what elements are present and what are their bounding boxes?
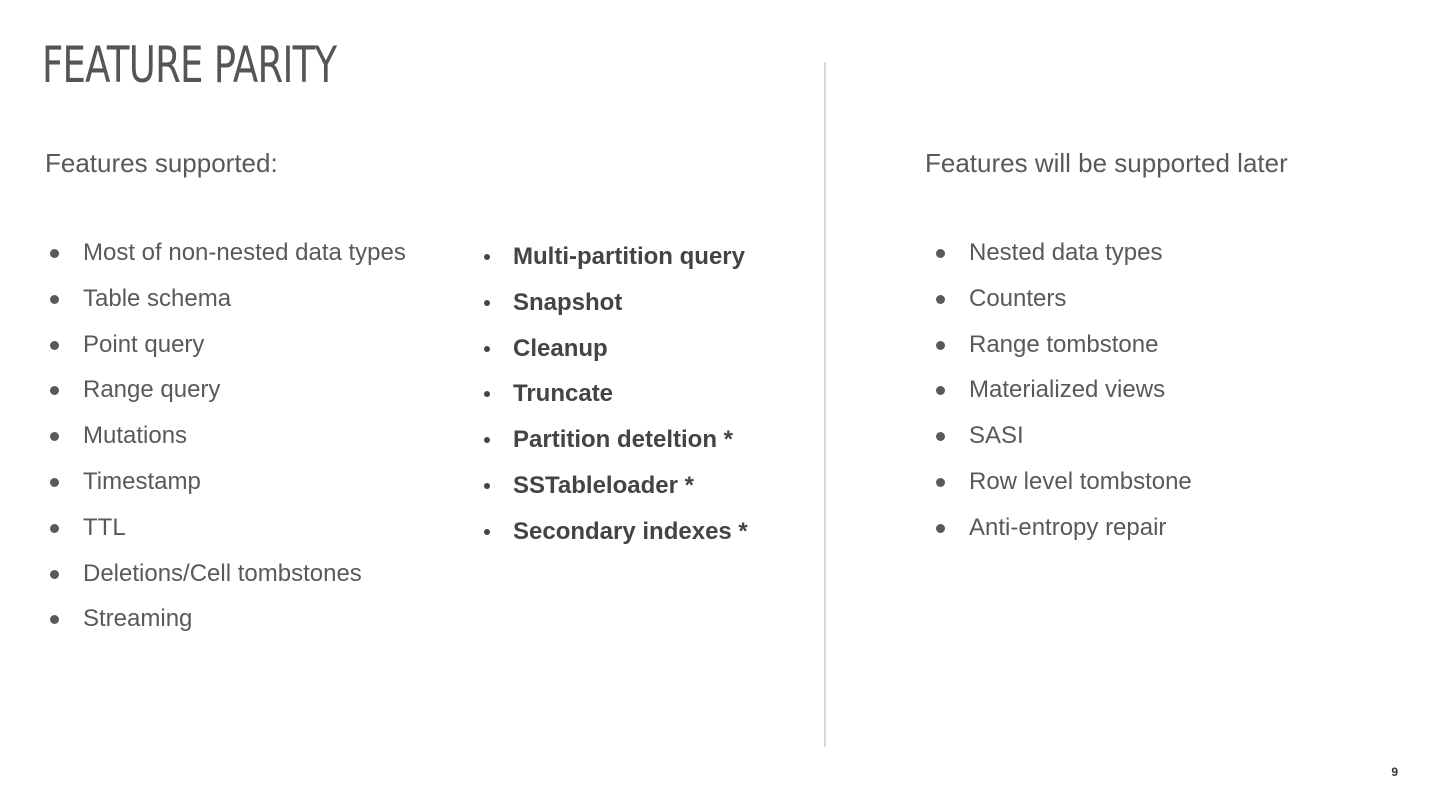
- list-item: [40, 284, 460, 330]
- bullet-icon: [484, 254, 490, 260]
- supported-bold-features-list: [480, 242, 810, 563]
- list-item-label: Counters: [969, 284, 1067, 312]
- list-item-label: Range tombstone: [969, 330, 1159, 358]
- list-item-label: Anti-entropy repair: [969, 513, 1167, 541]
- bullet-icon: [50, 478, 59, 487]
- list-item-label: Table schema: [83, 284, 232, 312]
- list-item-label: Secondary indexes *: [513, 517, 748, 545]
- bullet-icon: [936, 478, 945, 487]
- bullet-icon: [936, 386, 945, 395]
- bullet-icon: [936, 432, 945, 441]
- list-item: [930, 421, 1350, 467]
- list-item-label: TTL: [83, 513, 126, 541]
- bullet-icon: [936, 295, 945, 304]
- list-item-label: Materialized views: [969, 376, 1166, 404]
- slide-title: FEATURE PARITY: [42, 36, 337, 94]
- list-item-label: Point query: [83, 330, 205, 358]
- page-number: 9: [1391, 765, 1398, 779]
- list-item-label: Partition deteltion *: [513, 426, 734, 454]
- list-item-label: SSTableloader *: [513, 471, 694, 499]
- list-item-label: SASI: [969, 422, 1024, 450]
- list-item-label: Deletions/Cell tombstones: [83, 559, 362, 587]
- bullet-icon: [50, 386, 59, 395]
- bullet-icon: [936, 341, 945, 350]
- list-item: [930, 284, 1350, 330]
- list-item: [930, 467, 1350, 513]
- bullet-icon: [50, 295, 59, 304]
- list-item-label: Mutations: [83, 422, 188, 450]
- bullet-icon: [50, 524, 59, 533]
- list-item: [930, 375, 1350, 421]
- bullet-icon: [484, 437, 490, 443]
- list-item: [480, 288, 810, 334]
- list-item: [40, 604, 460, 650]
- list-item: [40, 238, 460, 284]
- list-item-label: Cleanup: [513, 334, 608, 362]
- list-item: [480, 334, 810, 380]
- list-item-label: Most of non-nested data types: [83, 239, 406, 266]
- bullet-icon: [484, 483, 490, 489]
- later-heading: Features will be supported later: [925, 148, 1288, 178]
- list-item: [40, 421, 460, 467]
- bullet-icon: [50, 432, 59, 441]
- list-item: [40, 559, 460, 605]
- list-item: [40, 330, 460, 376]
- bullet-icon: [484, 391, 490, 397]
- list-item: [40, 375, 460, 421]
- list-item: [930, 330, 1350, 376]
- bullet-icon: [484, 346, 490, 352]
- bullet-icon: [936, 249, 945, 258]
- list-item: [40, 467, 460, 513]
- list-item: [480, 242, 810, 288]
- supported-heading: Features supported:: [45, 148, 278, 178]
- list-item-label: Nested data types: [969, 239, 1163, 266]
- column-divider: [824, 62, 826, 747]
- bullet-icon: [50, 570, 59, 579]
- list-item: [480, 471, 810, 517]
- list-item: [930, 513, 1350, 559]
- bullet-icon: [50, 341, 59, 350]
- later-features-list: [930, 238, 1350, 559]
- list-item-label: Row level tombstone: [969, 467, 1192, 495]
- list-item: [480, 517, 810, 563]
- list-item: [480, 425, 810, 471]
- bullet-icon: [50, 249, 59, 258]
- list-item-label: Timestamp: [83, 467, 201, 495]
- supported-features-list: [40, 238, 460, 650]
- bullet-icon: [50, 615, 59, 624]
- list-item-label: Range query: [83, 376, 221, 404]
- list-item: [40, 513, 460, 559]
- list-item-label: Multi-partition query: [513, 243, 745, 270]
- list-item-label: Snapshot: [513, 288, 623, 316]
- bullet-icon: [936, 524, 945, 533]
- bullet-icon: [484, 529, 490, 535]
- list-item: [930, 238, 1350, 284]
- list-item-label: Truncate: [513, 380, 614, 408]
- list-item-label: Streaming: [83, 605, 193, 633]
- list-item: [480, 379, 810, 425]
- bullet-icon: [484, 300, 490, 306]
